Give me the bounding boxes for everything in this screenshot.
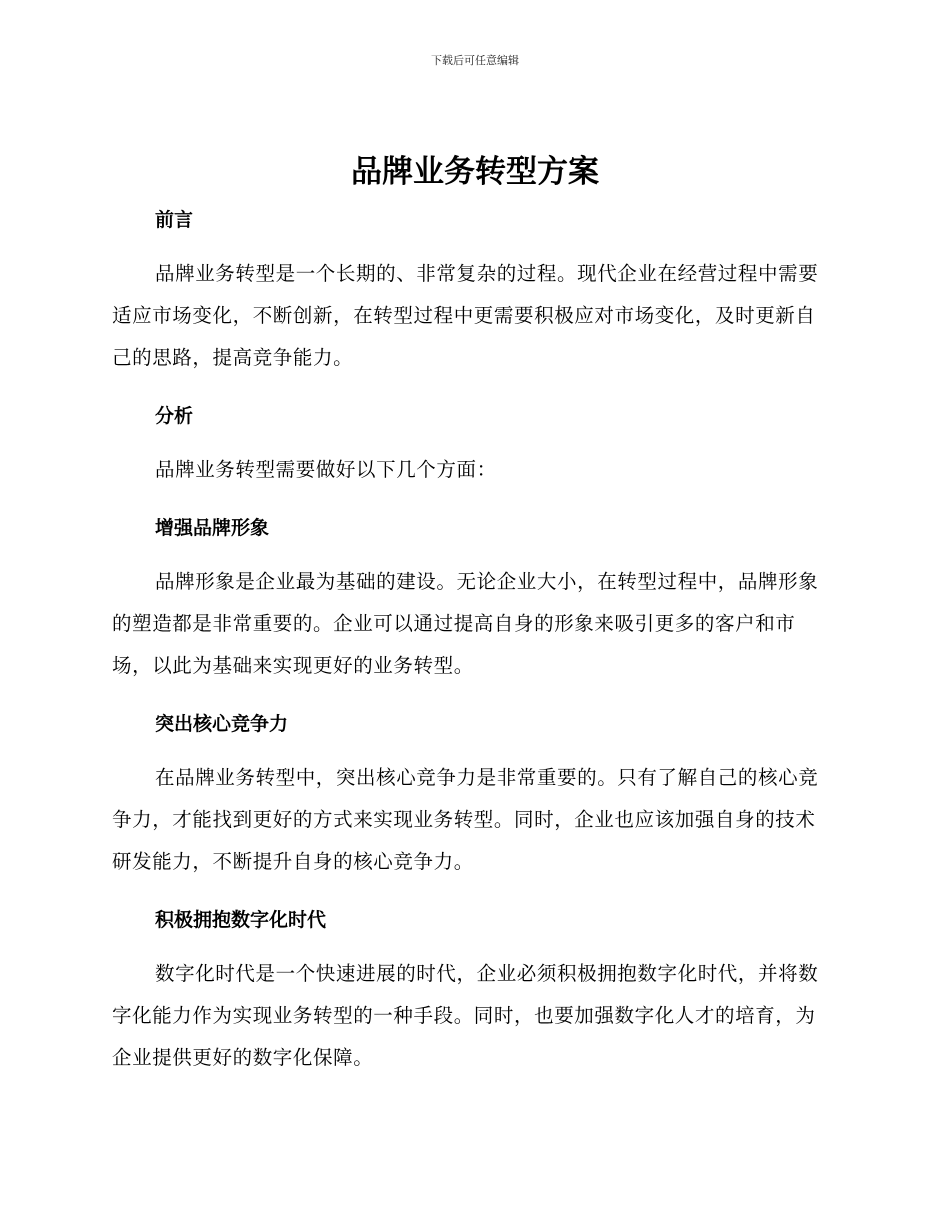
section-heading-digital-era: 积极拥抱数字化时代 [155, 909, 327, 931]
section-heading-core-competence: 突出核心竞争力 [155, 713, 289, 735]
section-paragraph-analysis: 品牌业务转型需要做好以下几个方面： [155, 458, 497, 481]
section-paragraph-preface: 品牌业务转型是一个长期的、非常复杂的过程。现代企业在经营过程中需要适应市场变化，不断创新，在转型过程中更需要积极应对市场变化，及时更新自己的思路，提高竞争能力。 [112, 262, 819, 369]
section-heading-brand-image: 增强品牌形象 [155, 517, 270, 539]
document-title: 品牌业务转型方案 [351, 154, 599, 190]
section-heading-preface: 前言 [155, 209, 194, 231]
section-paragraph-digital-era: 数字化时代是一个快速进展的时代，企业必须积极拥抱数字化时代，并将数字化能力作为实现业务转型的一种手段。同时，也要加强数字化人才的培育，为企业提供更好的数字化保障。 [112, 962, 819, 1069]
document-body [112, 205, 832, 1079]
section-paragraph-core-competence: 在品牌业务转型中，突出核心竞争力是非常重要的。只有了解自己的核心竞争力，才能找到更好的方式来实现业务转型。同时，企业也应该加强自身的技术研发能力，不断提升自身的核心竞争力。 [112, 766, 819, 873]
page-header-note: 下载后可任意编辑 [431, 54, 519, 67]
section-heading-analysis: 分析 [155, 405, 194, 427]
section-paragraph-brand-image: 品牌形象是企业最为基础的建设。无论企业大小，在转型过程中，品牌形象的塑造都是非常重要的。企业可以通过提高自身的形象来吸引更多的客户和市场，以此为基础来实现更好的业务转型。 [112, 570, 819, 677]
